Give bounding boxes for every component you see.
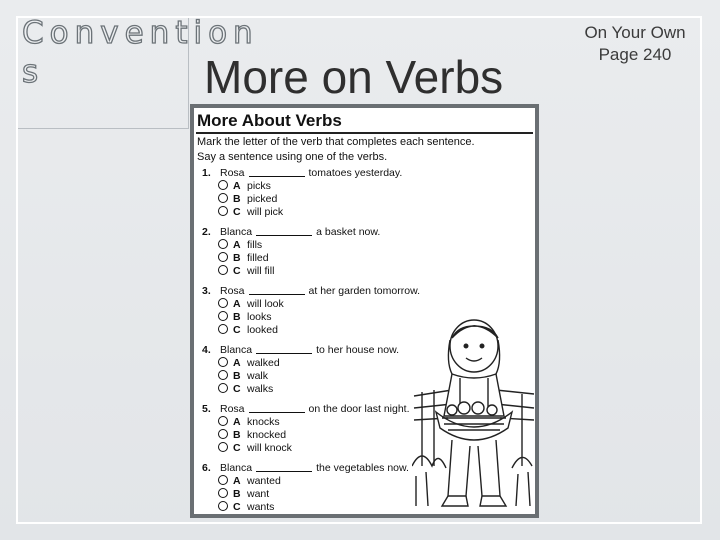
- question-text: tomatoes yesterday.: [308, 167, 403, 179]
- question-text: on the door last night.: [308, 403, 410, 415]
- question-number: 6.: [202, 462, 211, 474]
- page-reference-line1: On Your Own: [584, 23, 686, 42]
- option-text: looks: [247, 311, 272, 323]
- question-3: [202, 285, 420, 297]
- option-text: picks: [247, 180, 271, 192]
- option-3-b: [218, 311, 272, 323]
- option-1-b: [218, 193, 277, 205]
- question-text: the vegetables now.: [316, 462, 409, 474]
- option-text: knocked: [247, 429, 287, 441]
- radio-circle-icon: [218, 370, 228, 380]
- radio-circle-icon: [218, 298, 228, 308]
- option-4-a: [218, 357, 280, 369]
- question-number: 3.: [202, 285, 211, 297]
- worksheet-title-rule: [196, 132, 533, 134]
- question-subject: Rosa: [220, 403, 245, 415]
- option-5-a: [218, 416, 280, 428]
- page-reference: [570, 22, 700, 66]
- option-text: picked: [247, 193, 278, 205]
- question-6: [202, 462, 409, 474]
- option-letter: A: [233, 298, 241, 310]
- radio-circle-icon: [218, 475, 228, 485]
- option-text: wants: [247, 501, 275, 513]
- question-subject: Blanca: [220, 226, 253, 238]
- option-6-c: [218, 501, 274, 513]
- question-number: 5.: [202, 403, 211, 415]
- option-letter: A: [233, 180, 241, 192]
- radio-circle-icon: [218, 206, 228, 216]
- option-4-c: [218, 383, 273, 395]
- option-5-b: [218, 429, 286, 441]
- option-2-c: [218, 265, 274, 277]
- option-text: will look: [247, 298, 284, 310]
- option-text: looked: [247, 324, 278, 336]
- option-letter: B: [233, 429, 241, 441]
- answer-blank: [256, 235, 312, 236]
- option-letter: A: [233, 416, 241, 428]
- radio-circle-icon: [218, 311, 228, 321]
- instruction-line2: Say a sentence using one of the verbs.: [197, 151, 388, 163]
- radio-circle-icon: [218, 324, 228, 334]
- answer-blank: [249, 294, 305, 295]
- option-text: will knock: [247, 442, 292, 454]
- worksheet-title: More About Verbs: [197, 111, 342, 130]
- option-2-b: [218, 252, 269, 264]
- answer-blank: [249, 176, 305, 177]
- radio-circle-icon: [218, 252, 228, 262]
- option-letter: C: [233, 206, 241, 218]
- question-text: to her house now.: [316, 344, 400, 356]
- option-letter: C: [233, 501, 241, 513]
- answer-blank: [249, 412, 305, 413]
- option-letter: C: [233, 383, 241, 395]
- option-6-b: [218, 488, 269, 500]
- radio-circle-icon: [218, 265, 228, 275]
- worksheet-page: [194, 108, 535, 514]
- option-1-a: [218, 180, 271, 192]
- option-text: will fill: [247, 265, 275, 277]
- option-text: fills: [247, 239, 263, 251]
- option-2-a: [218, 239, 262, 251]
- radio-circle-icon: [218, 383, 228, 393]
- radio-circle-icon: [218, 180, 228, 190]
- question-text: at her garden tomorrow.: [308, 285, 420, 297]
- option-letter: C: [233, 442, 241, 454]
- slide-title-line1: Convention: [22, 15, 259, 51]
- radio-circle-icon: [218, 193, 228, 203]
- question-subject: Rosa: [220, 167, 245, 179]
- option-6-a: [218, 475, 281, 487]
- option-letter: A: [233, 239, 241, 251]
- option-letter: A: [233, 357, 241, 369]
- radio-circle-icon: [218, 501, 228, 511]
- option-text: filled: [247, 252, 269, 264]
- option-letter: C: [233, 324, 241, 336]
- answer-blank: [256, 471, 312, 472]
- worksheet-image: [190, 104, 539, 518]
- option-text: walks: [247, 383, 274, 395]
- question-text: a basket now.: [316, 226, 381, 238]
- slide-title-line2: s: [22, 54, 45, 90]
- radio-circle-icon: [218, 442, 228, 452]
- option-letter: B: [233, 311, 241, 323]
- option-letter: B: [233, 370, 241, 382]
- option-letter: B: [233, 252, 241, 264]
- slide-heading: More on Verbs: [204, 51, 504, 103]
- page-reference-line2: Page 240: [598, 45, 672, 64]
- radio-circle-icon: [218, 239, 228, 249]
- option-3-a: [218, 298, 284, 310]
- option-text: want: [247, 488, 270, 500]
- option-1-c: [218, 206, 283, 218]
- option-letter: B: [233, 488, 241, 500]
- question-4: [202, 344, 399, 356]
- question-subject: Blanca: [220, 462, 253, 474]
- option-text: will pick: [247, 206, 284, 218]
- option-4-b: [218, 370, 268, 382]
- option-text: wanted: [247, 475, 281, 487]
- slide-title: [22, 14, 259, 92]
- question-5: [202, 403, 410, 415]
- radio-circle-icon: [218, 488, 228, 498]
- option-3-c: [218, 324, 278, 336]
- answer-blank: [256, 353, 312, 354]
- radio-circle-icon: [218, 429, 228, 439]
- option-text: knocks: [247, 416, 280, 428]
- option-letter: A: [233, 475, 241, 487]
- radio-circle-icon: [218, 357, 228, 367]
- radio-circle-icon: [218, 416, 228, 426]
- question-2: [202, 226, 380, 238]
- question-number: 4.: [202, 344, 211, 356]
- question-number: 2.: [202, 226, 211, 238]
- option-text: walk: [247, 370, 269, 382]
- question-number: 1.: [202, 167, 211, 179]
- instruction-line1: Mark the letter of the verb that completes each sentence.: [197, 136, 475, 148]
- question-subject: Rosa: [220, 285, 245, 297]
- option-5-c: [218, 442, 292, 454]
- worksheet-instructions: [197, 135, 475, 165]
- option-letter: B: [233, 193, 241, 205]
- question-1: [202, 167, 402, 179]
- option-text: walked: [247, 357, 280, 369]
- option-letter: C: [233, 265, 241, 277]
- question-subject: Blanca: [220, 344, 253, 356]
- girl-with-basket-illustration: [412, 316, 535, 510]
